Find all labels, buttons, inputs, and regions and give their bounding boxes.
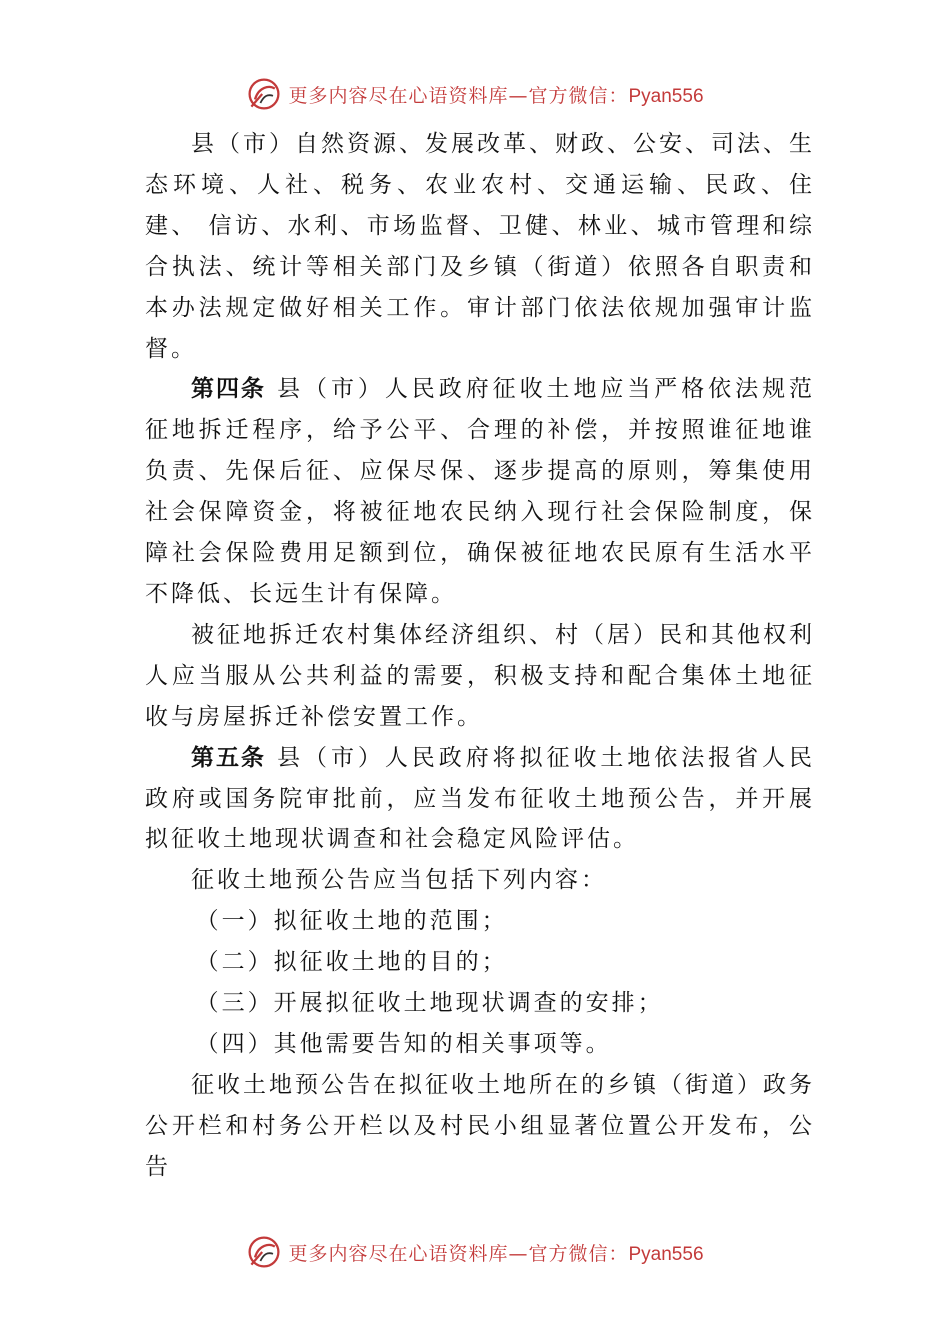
paragraph	[145, 1065, 815, 1188]
article-number: 第五条	[191, 744, 266, 771]
article-number: 第四条	[191, 376, 266, 403]
banner-text: 更多内容尽在心语资料库—官方微信：Pyan556	[288, 84, 704, 107]
paragraph-text: 县（市）人民政府征收土地应当严格依法规范征地拆迁程序，给予公平、合理的补偿，并按照谁征地谁负责、先保后征、应保尽保、逐步提高的原则，筹集使用社会保障资金，将被征地农民纳入现行社会保险制度，保障社会保险费用足额到位，确保被征地农民原有生活水平不降低、长远生计有保障。	[145, 376, 816, 607]
paragraph-text: 征收土地预公告在拟征收土地所在的乡镇（街道）政务公开栏和村务公开栏以及村民小组显著位置公开发布，公告	[145, 1071, 815, 1180]
paragraph	[145, 615, 815, 738]
document-body	[145, 124, 815, 1188]
paragraph	[145, 860, 815, 901]
paragraph-text: （二）拟征收土地的目的；	[195, 949, 508, 976]
wechat-id: Pyan556	[628, 85, 704, 107]
article-paragraph	[145, 369, 815, 614]
wechat-id: Pyan556	[628, 1243, 704, 1265]
header-banner	[0, 74, 950, 114]
list-item	[145, 942, 815, 983]
paragraph	[145, 124, 815, 369]
paragraph-text: 征收土地预公告应当包括下列内容：	[191, 867, 607, 894]
list-item	[145, 983, 815, 1024]
list-item	[145, 901, 815, 942]
article-paragraph	[145, 738, 815, 861]
logo-emblem-icon	[246, 1234, 282, 1270]
list-item	[145, 1024, 815, 1065]
paragraph-text: （四）其他需要告知的相关事项等。	[195, 1030, 612, 1057]
paragraph-text: 县（市）自然资源、发展改革、财政、公安、司法、生态环境、人社、税务、农业农村、交通运输、民政、住建、 信访、水利、市场监督、卫健、林业、城市管理和综合执法、统计等相关部门及乡镇（街道）依照各自职责和本办法规定做好相关工作。审计部门依法依规加强审计监督。	[145, 131, 815, 362]
banner-text: 更多内容尽在心语资料库—官方微信：Pyan556	[288, 1242, 704, 1265]
paragraph-text: （一）拟征收土地的范围；	[195, 908, 508, 935]
footer-banner	[0, 1232, 950, 1272]
logo-emblem-icon	[246, 76, 282, 112]
paragraph-text: （三）开展拟征收土地现状调查的安排；	[195, 990, 664, 1017]
paragraph-text: 被征地拆迁农村集体经济组织、村（居）民和其他权利人应当服从公共利益的需要，积极支持和配合集体土地征收与房屋拆迁补偿安置工作。	[145, 621, 815, 730]
paragraph-text: 县（市）人民政府将拟征收土地依法报省人民政府或国务院审批前，应当发布征收土地预公告，并开展拟征收土地现状调查和社会稳定风险评估。	[145, 744, 816, 853]
